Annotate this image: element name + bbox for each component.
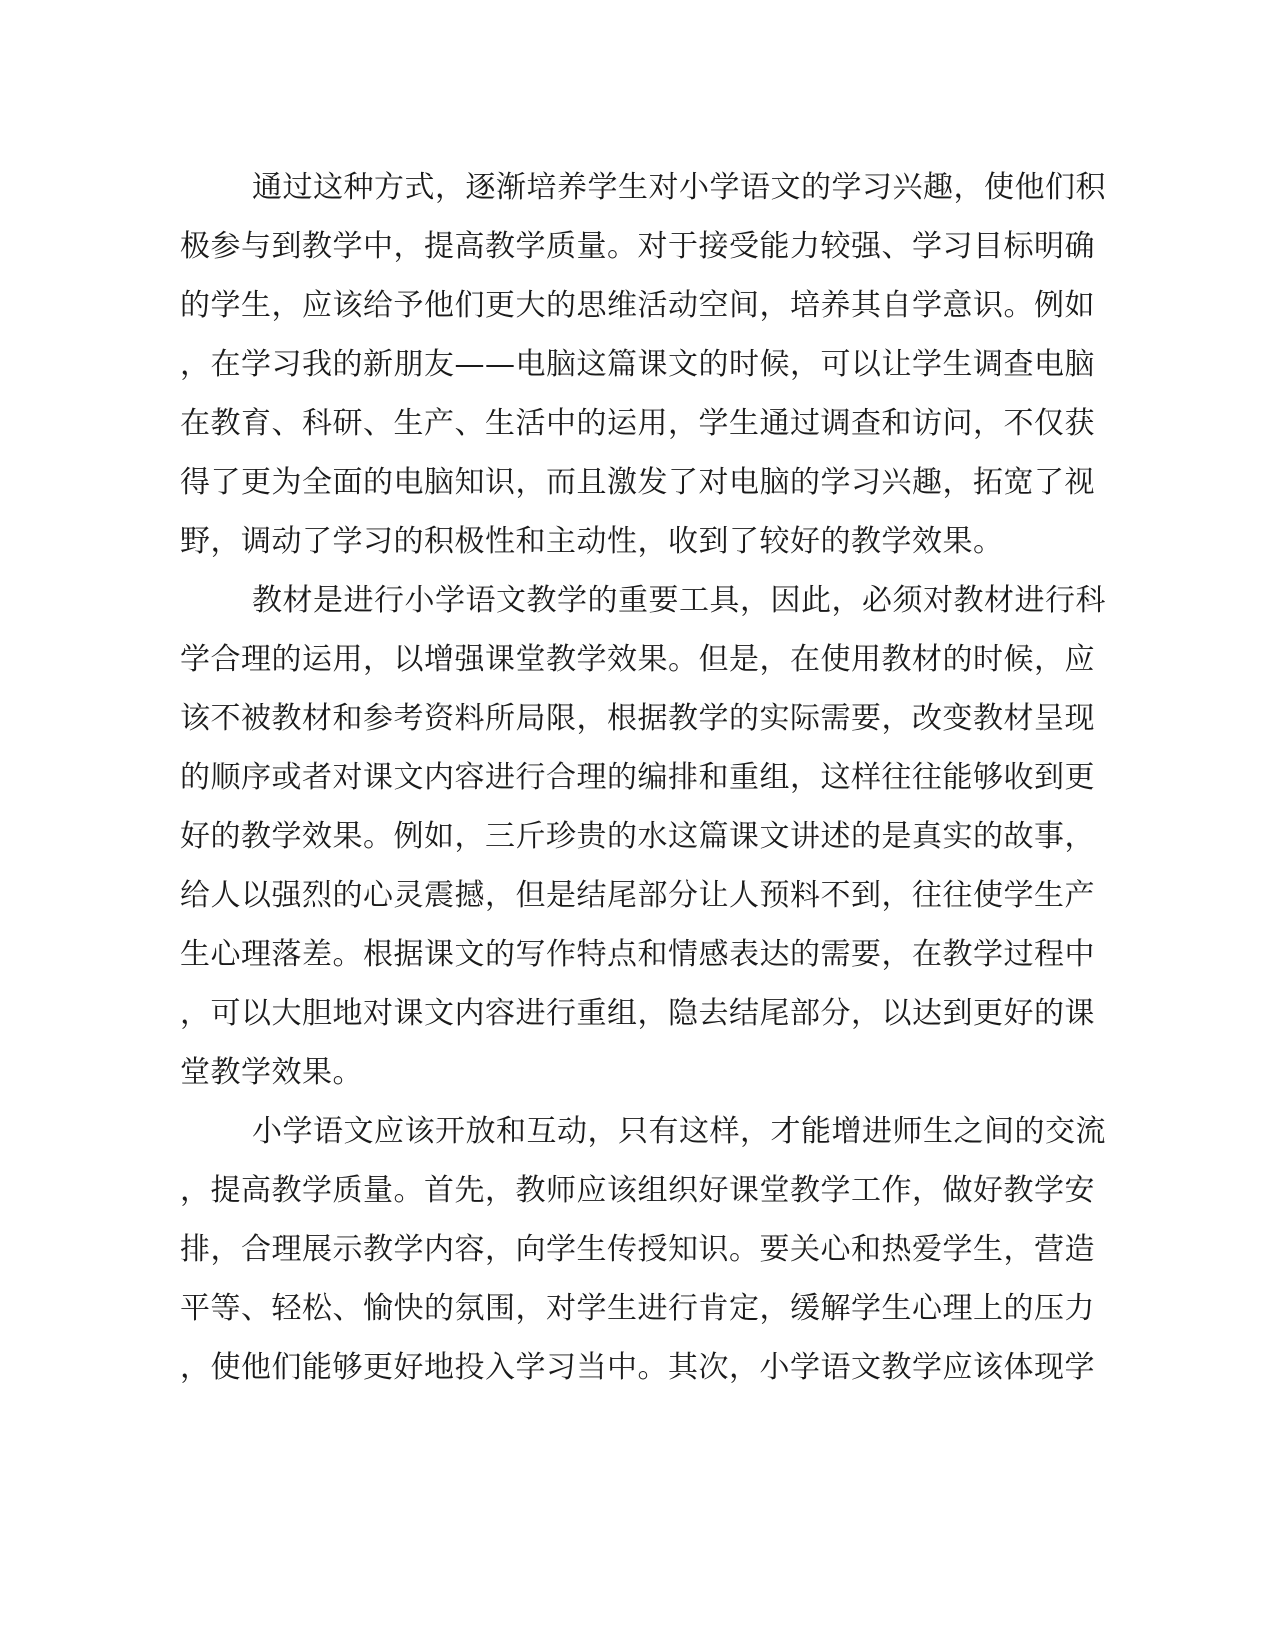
text-line: 通过这种方式，逐渐培养学生对小学语文的学习兴趣，使他们积 [252,170,1106,205]
text-line: 极参与到教学中，提高教学质量。对于接受能力较强、学习目标明确 [180,229,1095,264]
text-line: 教材是进行小学语文教学的重要工具，因此，必须对教材进行科 [252,583,1106,618]
text-line: 排，合理展示教学内容，向学生传授知识。要关心和热爱学生，营造 [180,1232,1095,1267]
text-line: 给人以强烈的心灵震撼，但是结尾部分让人预料不到，往往使学生产 [180,878,1095,913]
text-line: 的顺序或者对课文内容进行合理的编排和重组，这样往往能够收到更 [180,760,1095,795]
text-line: 平等、轻松、愉快的氛围，对学生进行肯定，缓解学生心理上的压力 [180,1291,1095,1326]
paragraph-2 [180,571,1106,1102]
text-line: 得了更为全面的电脑知识，而且激发了对电脑的学习兴趣，拓宽了视 [180,465,1095,500]
paragraph-3 [180,1102,1106,1397]
paragraph-1 [180,158,1106,571]
text-line: 好的教学效果。例如，三斤珍贵的水这篇课文讲述的是真实的故事， [180,819,1095,854]
text-line: ，使他们能够更好地投入学习当中。其次，小学语文教学应该体现学 [180,1350,1095,1385]
text-line: 野，调动了学习的积极性和主动性，收到了较好的教学效果。 [180,524,1004,559]
text-line: ，提高教学质量。首先，教师应该组织好课堂教学工作，做好教学安 [180,1173,1095,1208]
text-line: 该不被教材和参考资料所局限，根据教学的实际需要，改变教材呈现 [180,701,1095,736]
text-line: ，在学习我的新朋友——电脑这篇课文的时候，可以让学生调查电脑 [180,347,1095,382]
text-line: 学合理的运用，以增强课堂教学效果。但是，在使用教材的时候，应 [180,642,1095,677]
body-text [180,158,1106,1397]
text-line: 的学生，应该给予他们更大的思维活动空间，培养其自学意识。例如 [180,288,1095,323]
text-line: 在教育、科研、生产、生活中的运用，学生通过调查和访问，不仅获 [180,406,1095,441]
text-line: 堂教学效果。 [180,1055,363,1090]
text-line: ，可以大胆地对课文内容进行重组，隐去结尾部分，以达到更好的课 [180,996,1095,1031]
text-line: 小学语文应该开放和互动，只有这样，才能增进师生之间的交流 [252,1114,1106,1149]
text-line: 生心理落差。根据课文的写作特点和情感表达的需要，在教学过程中 [180,937,1095,972]
